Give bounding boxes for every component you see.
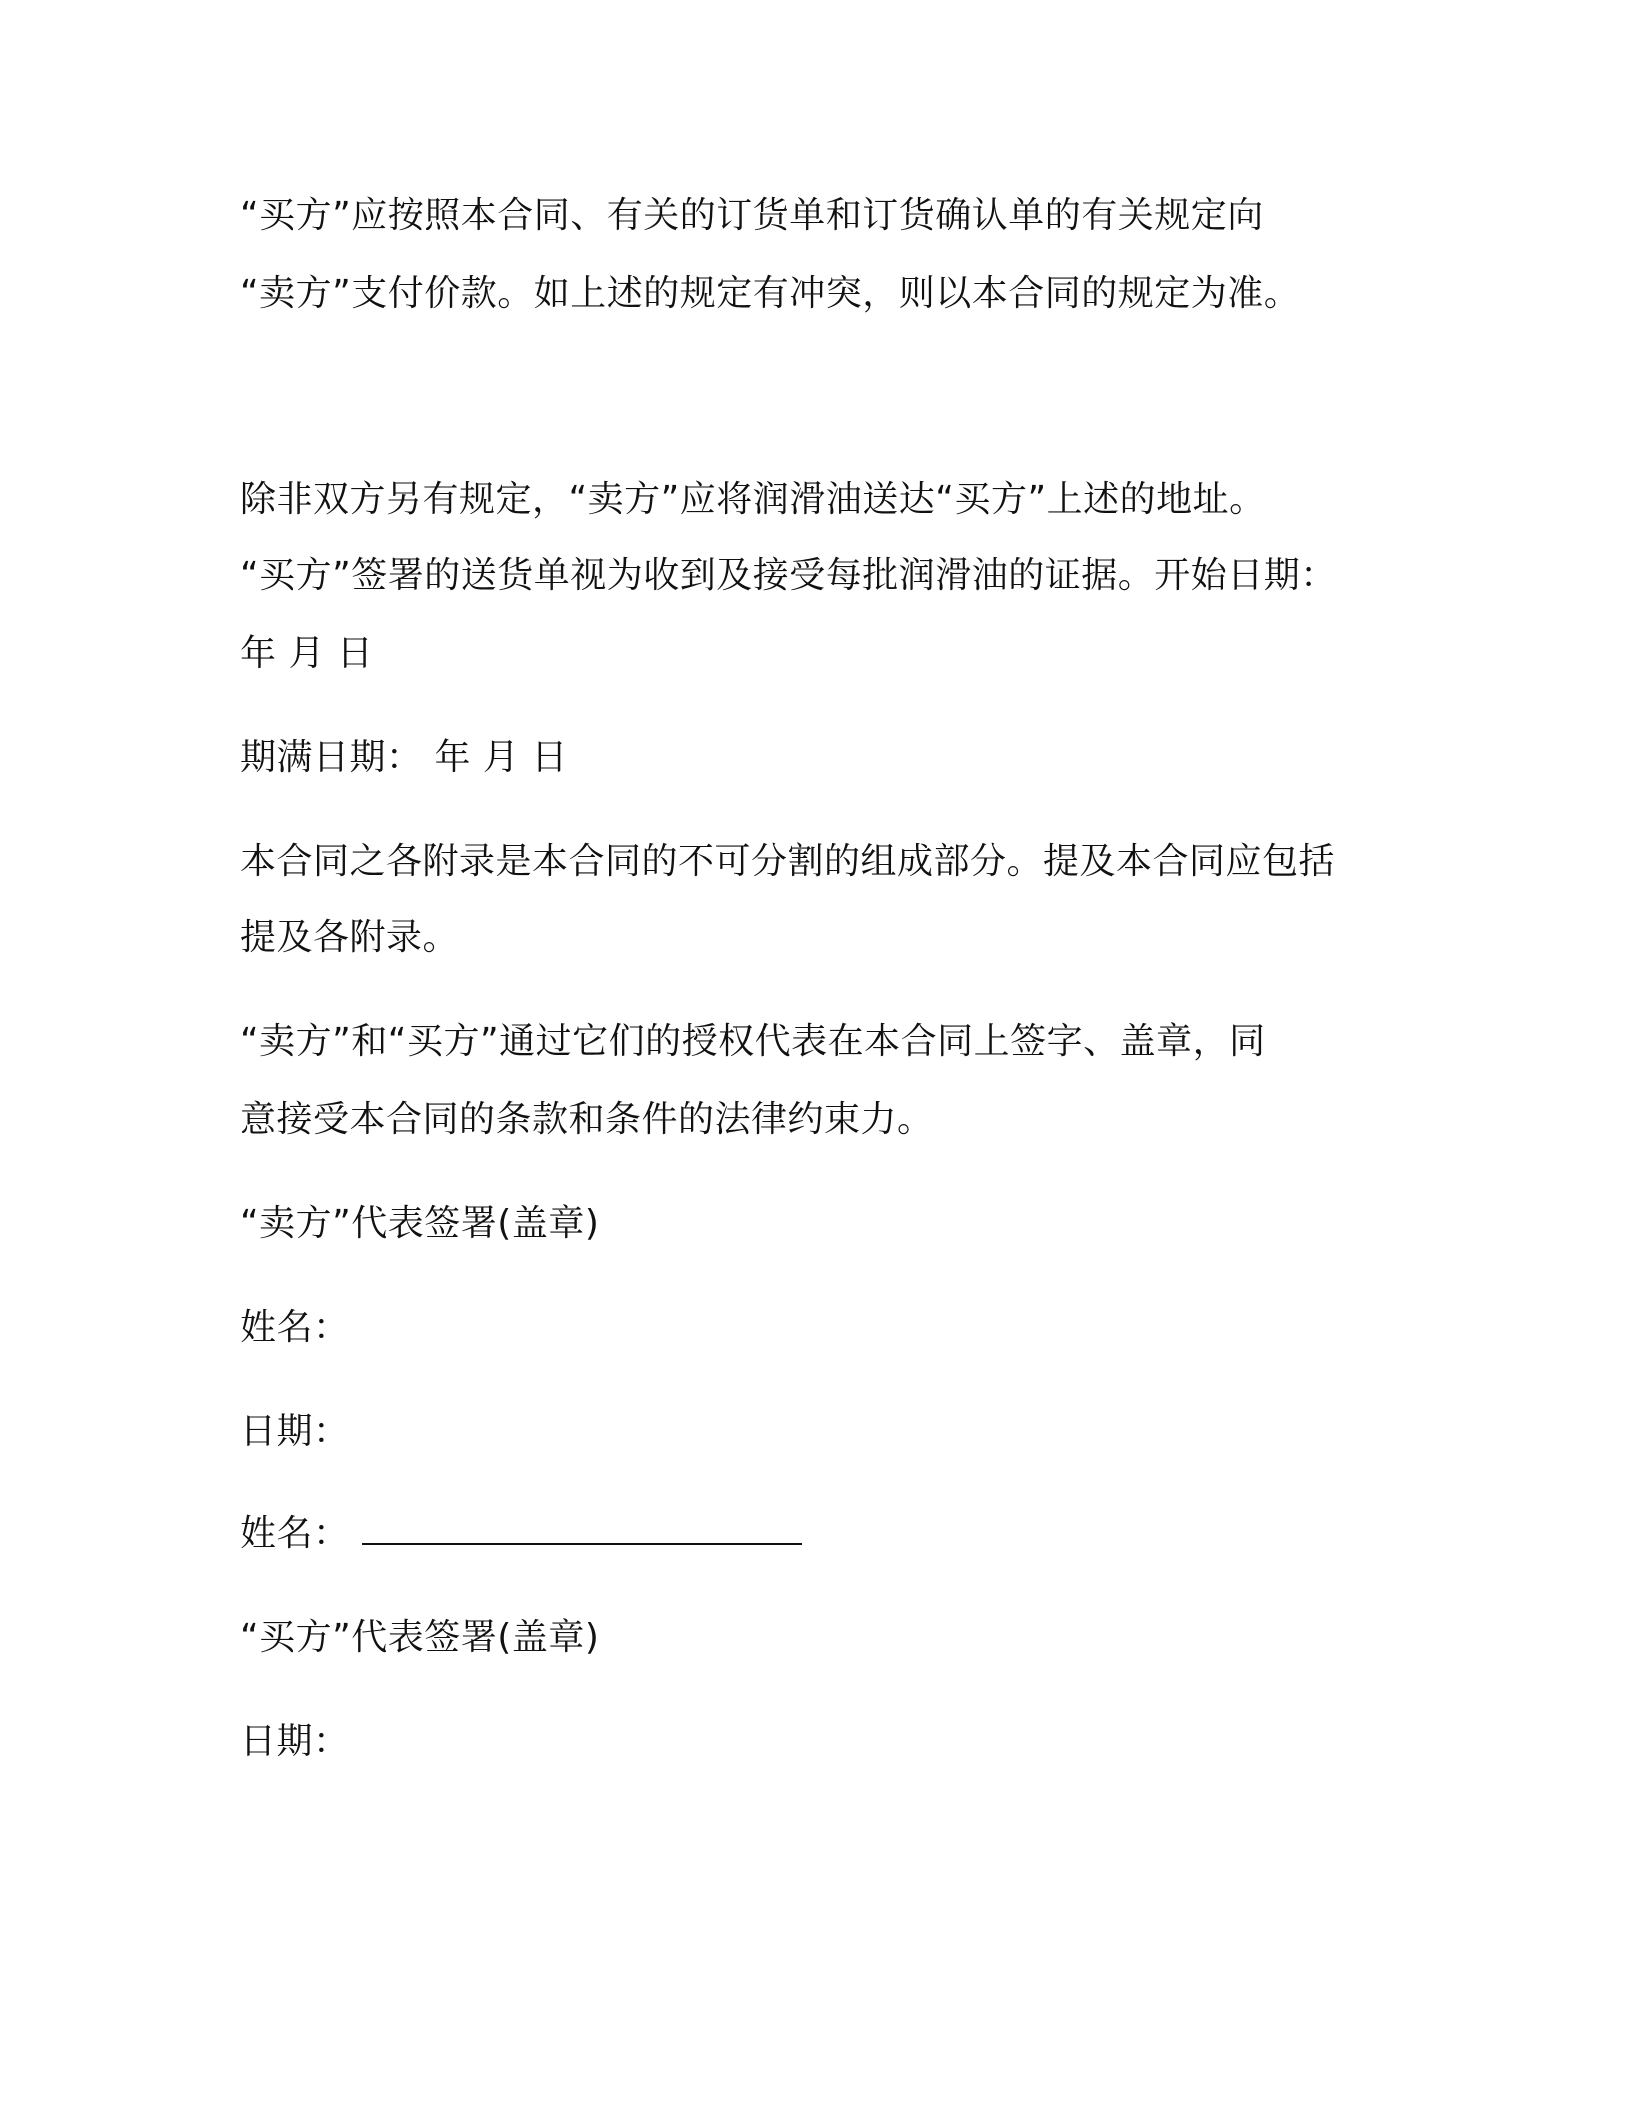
expiry-date-line: 期满日期： 年 月 日 [240,737,568,778]
appendix-clause-line-1: 本合同之各附录是本合同的不可分割的组成部分。提及本合同应包括 [240,841,1336,882]
payment-clause-line-1: “买方”应按照本合同、有关的订货单和订货确认单的有关规定向 [240,195,1264,236]
buyer-name-blank [362,1513,802,1545]
buyer-name-label: 姓名： [240,1513,350,1554]
seller-date-label: 日期： [240,1411,350,1452]
delivery-clause-line-2: “买方”签署的送货单视为收到及接受每批润滑油的证据。开始日期： [240,555,1337,596]
start-date-line: 年 月 日 [240,633,374,674]
binding-clause-line-1: “卖方”和“买方”通过它们的授权代表在本合同上签字、盖章，同 [240,1021,1266,1062]
seller-signature-heading: “卖方”代表签署(盖章) [240,1203,600,1244]
binding-clause-line-2: 意接受本合同的条款和条件的法律约束力。 [240,1099,934,1140]
buyer-date-label: 日期： [240,1721,350,1762]
payment-clause-line-2: “卖方”支付价款。如上述的规定有冲突，则以本合同的规定为准。 [240,273,1301,314]
appendix-clause-line-2: 提及各附录。 [240,917,460,958]
buyer-signature-heading: “买方”代表签署(盖章) [240,1617,600,1658]
seller-name-label: 姓名： [240,1307,350,1348]
delivery-clause-line-1: 除非双方另有规定，“卖方”应将润滑油送达“买方”上述的地址。 [240,479,1266,520]
buyer-name-row [240,1508,802,1560]
